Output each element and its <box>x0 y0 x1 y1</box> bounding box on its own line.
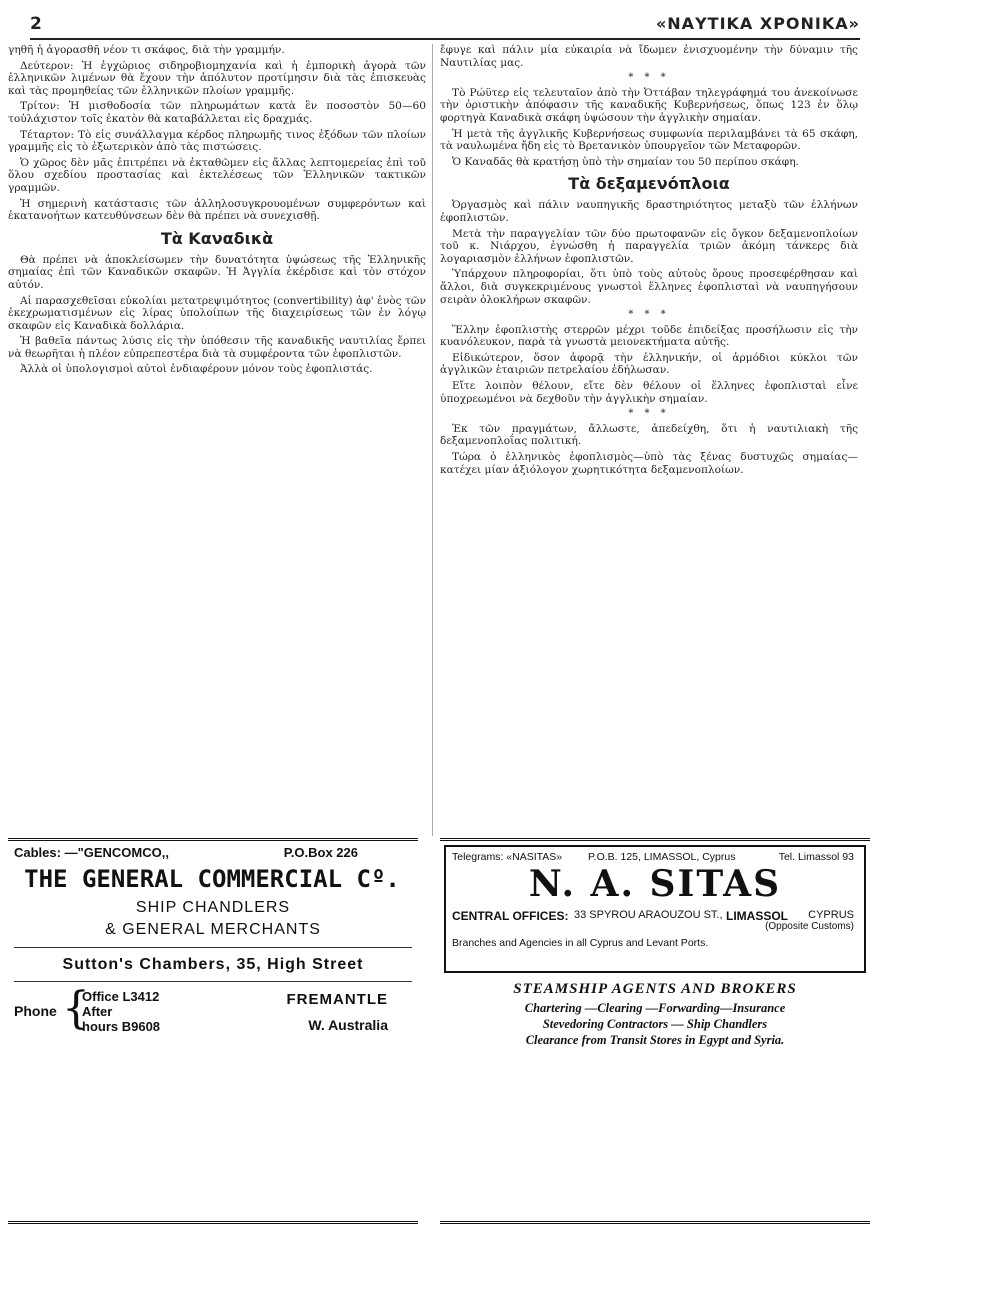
paragraph: Ἡ βαθεῖα πάντως λύσις εἰς τὴν ὑπόθεσιν τῆς καναδικῆς ναυτιλίας ἔρπει νὰ θεωρῆται ἡ πλέον εὐπρεπεστέρα διὰ τὰ συμφέροντα τῶν ἐφοπλιστῶν. <box>8 335 426 360</box>
page-number: 2 <box>30 14 42 34</box>
ad-phone-after: After <box>82 1004 113 1019</box>
paragraph: Τέταρτον: Τὸ εἰς συνάλλαγμα κέρδος πληρωμῆς τινος ἐξόδων τῶν πλοίων γραμμῆς εἰς τὸ ἐξωτερικὸν ἀπὸ τὰς πιστώσεις. <box>8 128 426 154</box>
ad-city: LIMASSOL <box>726 909 788 923</box>
brace-icon: { <box>62 983 90 1034</box>
section-separator: * * * <box>628 72 670 84</box>
paragraph: Μετὰ τὴν παραγγελίαν τῶν δύο πρωτοφανῶν εἰς ὄγκον δεξαμενοπλοίων τοῦ κ. Νιάρχου, ἐγνώσθη ἡ παραγγελία τριῶν ἀκόμη τάνκερς διὰ λογαριασμὸν ἑλλήνων ἐφοπλιστῶν. <box>440 227 858 265</box>
paragraph: γηθῆ ἡ ἀγορασθῆ νέον τι σκάφος, διὰ τὴν γραμμήν. <box>8 44 285 56</box>
ad-services: Clearance from Transit Stores in Egypt and Syria. <box>525 1033 785 1047</box>
section-title-canadian: Τὰ Καναδικὰ <box>160 228 274 248</box>
paragraph: Ὁ χῶρος δὲν μᾶς ἐπιτρέπει νὰ ἐκταθῶμεν εἰς ἄλλας λεπτομερείας ἐπὶ τοῦ ὅλου σχεδίου προστασίας καὶ ἐκτελέσεως τῶν Ἑλληνικῶν τακτικῶν γραμμῶν. <box>8 156 426 194</box>
paragraph: Ὁ Καναδᾶς θὰ κρατήσῃ ὑπὸ τὴν σημαίαν του 50 περίπου σκάφη. <box>452 155 799 168</box>
advertisement-sitas <box>440 838 870 1224</box>
right-column <box>440 44 858 479</box>
ad-phone-office: Office L3412 <box>82 989 160 1004</box>
paragraph: Αἱ παρασχεθεῖσαι εὐκολίαι μετατρεψιμότητος (convertibility) ἀφ' ἑνὸς τῶν ἐκεχρωματισμένων εἰς λίρας ὑπολοίπων τῆς διαχειρίσεως τῶν ἐν λόγῳ σκαφῶν εἰς Καναδικὰ δολλάρια. <box>8 294 426 332</box>
section-separator: * * * <box>628 309 670 321</box>
paragraph: Ἐκ τῶν πραγμάτων, ἄλλωστε, ἀπεδείχθη, ὅτι ἡ ναυτιλιακὴ τῆς δεξαμενοπλοΐας πολιτική. <box>440 422 858 448</box>
paragraph: Δεύτερον: Ἡ ἐγχώριος σιδηροβιομηχανία καὶ ἡ ἐμπορικὴ ἀγορὰ τῶν ἑλληνικῶν λιμένων θὰ ἔχουν τὴν ἀπόλυτον προτίμησιν διὰ τὰς ἐπισκευὰς καὶ τὰς προμηθείας τῶν ἑλληνικῶν πλοίων γραμμῆς. <box>8 59 426 97</box>
paragraph: Ὀργασμὸς καὶ πάλιν ναυπηγικῆς δραστηριότητος μεταξὺ τῶν ἑλλήνων ἐφοπλιστῶν. <box>440 199 858 224</box>
ad-heading: STEAMSHIP AGENTS AND BROKERS <box>513 981 797 997</box>
paragraph: Τρίτον: Ἡ μισθοδοσία τῶν πληρωμάτων κατὰ ἓν ποσοστὸν 50—60 τοὐλάχιστον τοῖς ἑκατὸν θὰ καταβάλλεται εἰς δραχμάς. <box>8 100 426 125</box>
advertisement-general-commercial <box>8 838 418 1224</box>
paragraph: Ἡ μετὰ τῆς ἀγγλικῆς Κυβερνήσεως συμφωνία περιλαμβάνει τὰ 65 σκάφη, τὰ ναυλωμένα ἤδη εἰς τὸ Βρετανικὸν ὑπουργεῖον τῶν Μεταφορῶν. <box>440 127 858 153</box>
paragraph: Θὰ πρέπει νὰ ἀποκλείσωμεν τὴν δυνατότητα ὑψώσεως τῆς Ἑλληνικῆς σημαίας ἐπὶ τῶν Καναδικῶν σκαφῶν. Ἡ Ἀγγλία ἐκέρδισε καὶ τὸν στόχον αὐτόν. <box>8 253 426 291</box>
ad-divider <box>14 947 412 948</box>
publication-title: «ΝΑΥΤΙΚΑ ΧΡΟΝΙΚΑ» <box>655 14 860 33</box>
ad-address: 33 SPYROU ARAOUZOU ST., <box>574 909 723 921</box>
paragraph: Ἀλλὰ οἱ ὑπολογισμοὶ αὐτοὶ ἐνδιαφέρουν μόνον τοὺς ἐφοπλιστάς. <box>20 363 373 376</box>
ad-country: W. Australia <box>308 1017 388 1033</box>
ad-phone-hours: hours B9608 <box>82 1019 161 1034</box>
ad-company-name: N. A. SITAS <box>528 863 782 905</box>
paragraph: ἔφυγε καὶ πάλιν μία εὐκαιρία νὰ ἴδωμεν ἐνισχυομένην τὴν δύναμιν τῆς Ναυτιλίας μας. <box>440 44 858 69</box>
column-divider <box>432 44 433 836</box>
ad-services: Stevedoring Contractors — Ship Chandlers <box>542 1017 768 1031</box>
paragraph: Ὑπάρχουν πληροφορίαι, ὅτι ὑπὸ τοὺς αὐτοὺς ὅρους προσεφέρθησαν καὶ ἄλλοι, διὰ συγκεκριμένους γνωστοὶ ἕλληνες ἐφοπλισταὶ νὰ ναυπηγήσουν σειρὰν ὁλοκλήρων σκαφῶν. <box>440 268 858 306</box>
ad-divider <box>14 981 412 982</box>
ad-country: CYPRUS <box>808 909 854 921</box>
left-column <box>8 44 426 379</box>
ad-services: Chartering —Clearing —Forwarding—Insurance <box>524 1001 786 1015</box>
paragraph: Εἰδικώτερον, ὅσον ἀφορᾷ τὴν ἑλληνικήν, οἱ ἁρμόδιοι κύκλοι τῶν ἀγγλικῶν ἑταιριῶν πετρελαίου ἐδήλωσαν. <box>440 351 858 377</box>
ad-line: SHIP CHANDLERS <box>135 899 291 916</box>
ad-pob: P.O.B. 125, LIMASSOL, Cyprus <box>588 851 736 863</box>
ad-address: Sutton's Chambers, 35, High Street <box>62 956 364 973</box>
ad-telephone: Tel. Limassol 93 <box>778 851 854 863</box>
ad-cables: Cables: —"GENCOMCO,, <box>14 845 169 860</box>
ad-city: FREMANTLE <box>286 991 388 1008</box>
ad-location-note: (Opposite Customs) <box>765 921 854 932</box>
paragraph: Εἴτε λοιπὸν θέλουν, εἴτε δὲν θέλουν οἱ ἕλληνες ἐφοπλισταὶ εἶνε ὑποχρεωμένοι νὰ δεχθοῦν τὴν ἀγγλικὴν σημαίαν. <box>440 380 858 405</box>
paragraph: Τὸ Ρώϋτερ εἰς τελευταῖον ἀπὸ τὴν Ὀττάβαν τηλεγράφημά του ἀνεκοίνωσε τὴν ὁριστικὴν ἀπόφασιν τῆς καναδικῆς Κυβερνήσεως, ὅπως 123 ἐν ὅλῳ φορτηγὰ Καναδικὰ σκάφη ὑψώσουν τὴν ἀγγλικὴν σημαίαν. <box>440 86 858 124</box>
ad-telegrams: Telegrams: «NASITAS» <box>452 851 563 863</box>
paragraph: Ἕλλην ἐφοπλιστὴς στερρῶν μέχρι τοῦδε ἐπιδείξας προσήλωσιν εἰς τὴν κυανόλευκον, παρὰ τὰ γνωστὰ μειονεκτήματα αὐτῆς. <box>440 323 858 349</box>
ad-branches: Branches and Agencies in all Cyprus and Levant Ports. <box>452 937 709 949</box>
ad-line: & GENERAL MERCHANTS <box>105 921 321 938</box>
paragraph: Τώρα ὁ ἑλληνικὸς ἐφοπλισμὸς—ὑπὸ τὰς ξένας δυστυχῶς σημαίας— κατέχει μίαν ἀξιόλογον χωρητικότητα δεξαμενοπλοίων. <box>440 451 858 476</box>
header-rule <box>30 38 860 40</box>
section-title-tankers: Τὰ δεξαμενόπλοια <box>568 174 730 194</box>
ad-pobox: P.O.Box 226 <box>283 845 358 860</box>
ad-company-name: THE GENERAL COMMERCIAL Cº. <box>24 865 400 893</box>
ad-offices-label: CENTRAL OFFICES: <box>452 909 569 923</box>
ad-phone-label: Phone <box>14 1003 57 1019</box>
section-separator: * * * <box>628 408 670 420</box>
paragraph: Ἡ σημερινὴ κατάστασις τῶν ἀλληλοσυγκρουομένων συμφερόντων καὶ ἐκατανοήτων κατευθύνσεων δὲν θὰ πρέπει νὰ συνεχισθῇ. <box>8 197 426 223</box>
